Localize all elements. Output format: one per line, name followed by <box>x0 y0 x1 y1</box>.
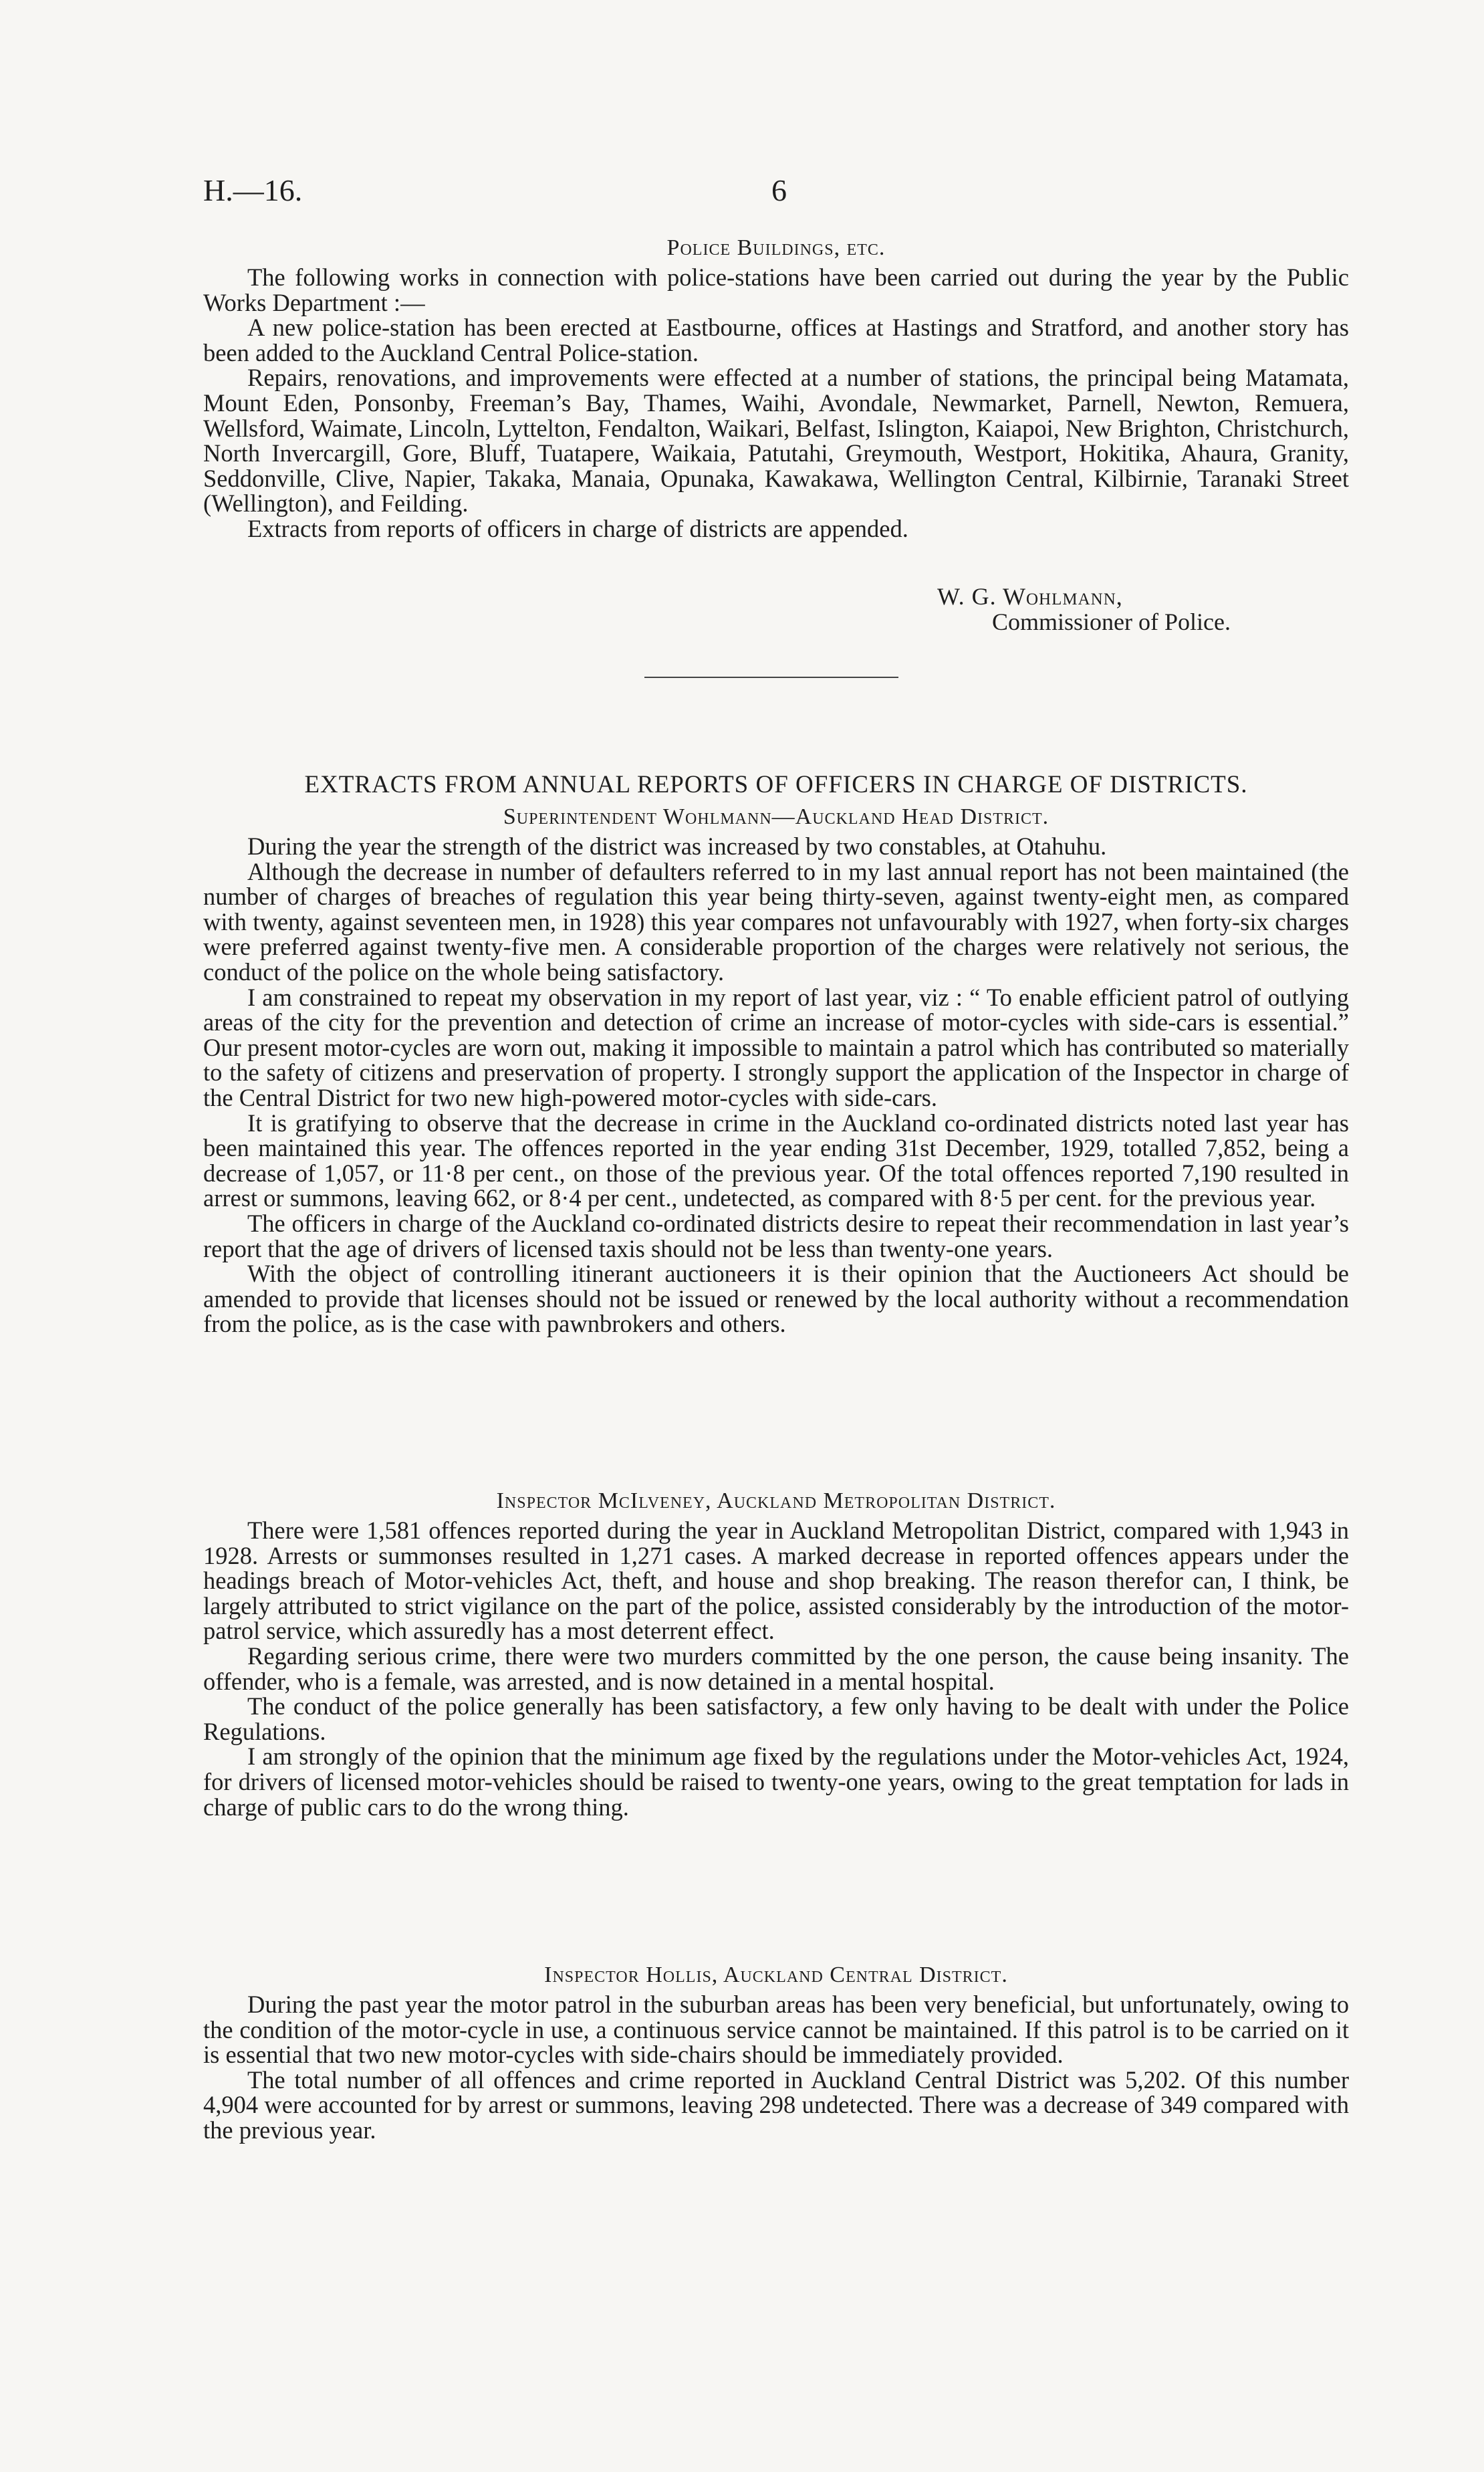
paragraph: A new police-station has been erected at Eastbourne, offices at Hastings and Stratford, and another story has been added to the Auckland Central Police-station. <box>203 314 1349 366</box>
auckland-head-heading: Superintendent Wohlmann—Auckland Head District. <box>503 804 1049 829</box>
extracts-title: EXTRACTS FROM ANNUAL REPORTS OF OFFICERS IN CHARGE OF DISTRICTS. <box>304 771 1248 798</box>
paragraph: I am constrained to repeat my observation in my report of last year, viz : “ To enable efficient patrol of outlying areas of the city for the prevention and detection of crime an increase of motor-cycles with side-cars is essential.” Our present motor-cycles are worn out, making it impossible to maintain a patrol which has contributed so materially to the safety of citizens and preservation of property. I strongly support the application of the Inspector in charge of the Central District for two new high-powered motor-cycles with side-cars. <box>203 983 1349 1111</box>
paragraph: The following works in connection with police-stations have been carried out during the year by the Public Works Department :— <box>203 263 1349 316</box>
running-head <box>203 173 1349 213</box>
police-buildings-heading: Police Buildings, etc. <box>666 235 886 260</box>
signature-name: W. G. Wohlmann, <box>937 583 1123 610</box>
paragraph: I am strongly of the opinion that the minimum age fixed by the regulations under the Motor-vehicles Act, 1924, for drivers of licensed motor-vehicles should be raised to twenty-one years, owing to the great temptation for lads in charge of public cars to do the wrong thing. <box>203 1743 1349 1821</box>
paragraph: There were 1,581 offences reported during the year in Auckland Metropolitan District, compared with 1,943 in 1928. Arrests or summonses resulted in 1,271 cases. A marked decrease in reported offences appears under the headings breach of Motor-vehicles Act, theft, and house and shop breaking. The reason therefor can, I think, be largely attributed to strict vigilance on the part of the police, assisted considerably by the introduction of the motor-patrol service, which assuredly has a most deterrent effect. <box>203 1516 1349 1645</box>
page-number: 6 <box>771 173 787 207</box>
paragraph: Repairs, renovations, and improvements were effected at a number of stations, the principal being Matamata, Mount Eden, Ponsonby, Freeman’s Bay, Thames, Waihi, Avondale, Newmarket, Parnell, Newton, Remuera, Wellsford, Waimate, Lincoln, Lyttelton, Fendalton, Waikari, Belfast, Islington, Kaiapoi, New Brighton, Christchurch, North Invercargill, Gore, Bluff, Tuatapere, Waikaia, Patutahi, Greymouth, Westport, Hokitika, Ahaura, Granity, Seddonville, Clive, Napier, Takaka, Manaia, Opunaka, Kawakawa, Wellington Central, Kilbirnie, Taranaki Street (Wellington), and Feilding. <box>203 364 1349 518</box>
paragraph: During the past year the motor patrol in the suburban areas has been very beneficial, but unfortunately, owing to the condition of the motor-cycle in use, a continuous service cannot be maintained. If this patrol is to be carried on it is essential that two new motor-cycles with side-chairs should be immediately provided. <box>203 1991 1349 2069</box>
paragraph: The total number of all offences and crime reported in Auckland Central District was 5,202. Of this number 4,904 were accounted for by arrest or summons, leaving 298 undetected. There was a decrease of 349 compared with the previous year. <box>203 2065 1349 2144</box>
auckland-central-section <box>203 1962 1349 2143</box>
signature-title: Commissioner of Police. <box>992 608 1231 635</box>
auckland-central-heading: Inspector Hollis, Auckland Central District. <box>544 1962 1008 1987</box>
auckland-metropolitan-heading: Inspector McIlveney, Auckland Metropolitan District. <box>496 1488 1056 1513</box>
signature-block <box>905 584 1349 635</box>
auckland-metropolitan-section <box>203 1488 1349 1819</box>
paragraph: The officers in charge of the Auckland co-ordinated districts desire to repeat their recommendation in last year’s report that the age of drivers of licensed taxis should not be less than twenty-one years. <box>203 1209 1349 1262</box>
paragraph: Extracts from reports of officers in charge of districts are appended. <box>247 514 908 542</box>
extracts-section <box>203 770 1349 1337</box>
section-divider <box>644 677 898 678</box>
paragraph: Although the decrease in number of defaulters referred to in my last annual report has not been maintained (the number of charges of breaches of regulation this year being thirty-seven, against twenty-eight men, as compared with twenty, against seventeen men, in 1928) this year compares not unfavourably with 1927, when forty-six charges were preferred against twenty-five men. A considerable proportion of the charges were relatively not serious, the conduct of the police on the whole being satisfactory. <box>203 857 1349 986</box>
document-code: H.—16. <box>203 173 303 207</box>
paragraph: During the year the strength of the district was increased by two constables, at Otahuhu. <box>247 832 1107 860</box>
police-buildings-section <box>203 235 1349 542</box>
paragraph: Regarding serious crime, there were two murders committed by the one person, the cause being insanity. The offender, who is a female, was arrested, and is now detained in a mental hospital. <box>203 1642 1349 1695</box>
paragraph: The conduct of the police generally has been satisfactory, a few only having to be dealt with under the Police Regulations. <box>203 1692 1349 1745</box>
paragraph: It is gratifying to observe that the decrease in crime in the Auckland co-ordinated districts noted last year has been maintained this year. The offences reported in the year ending 31st December, 1929, totalled 7,852, being a decrease of 1,057, or 11·8 per cent., on those of the previous year. Of the total offences reported 7,190 resulted in arrest or summons, leaving 662, or 8·4 per cent., undetected, as compared with 8·5 per cent. for the previous year. <box>203 1109 1349 1212</box>
paragraph: With the object of controlling itinerant auctioneers it is their opinion that the Auctioneers Act should be amended to provide that licenses should not be issued or renewed by the local authority without a recommendation from the police, as is the case with pawnbrokers and others. <box>203 1260 1349 1338</box>
